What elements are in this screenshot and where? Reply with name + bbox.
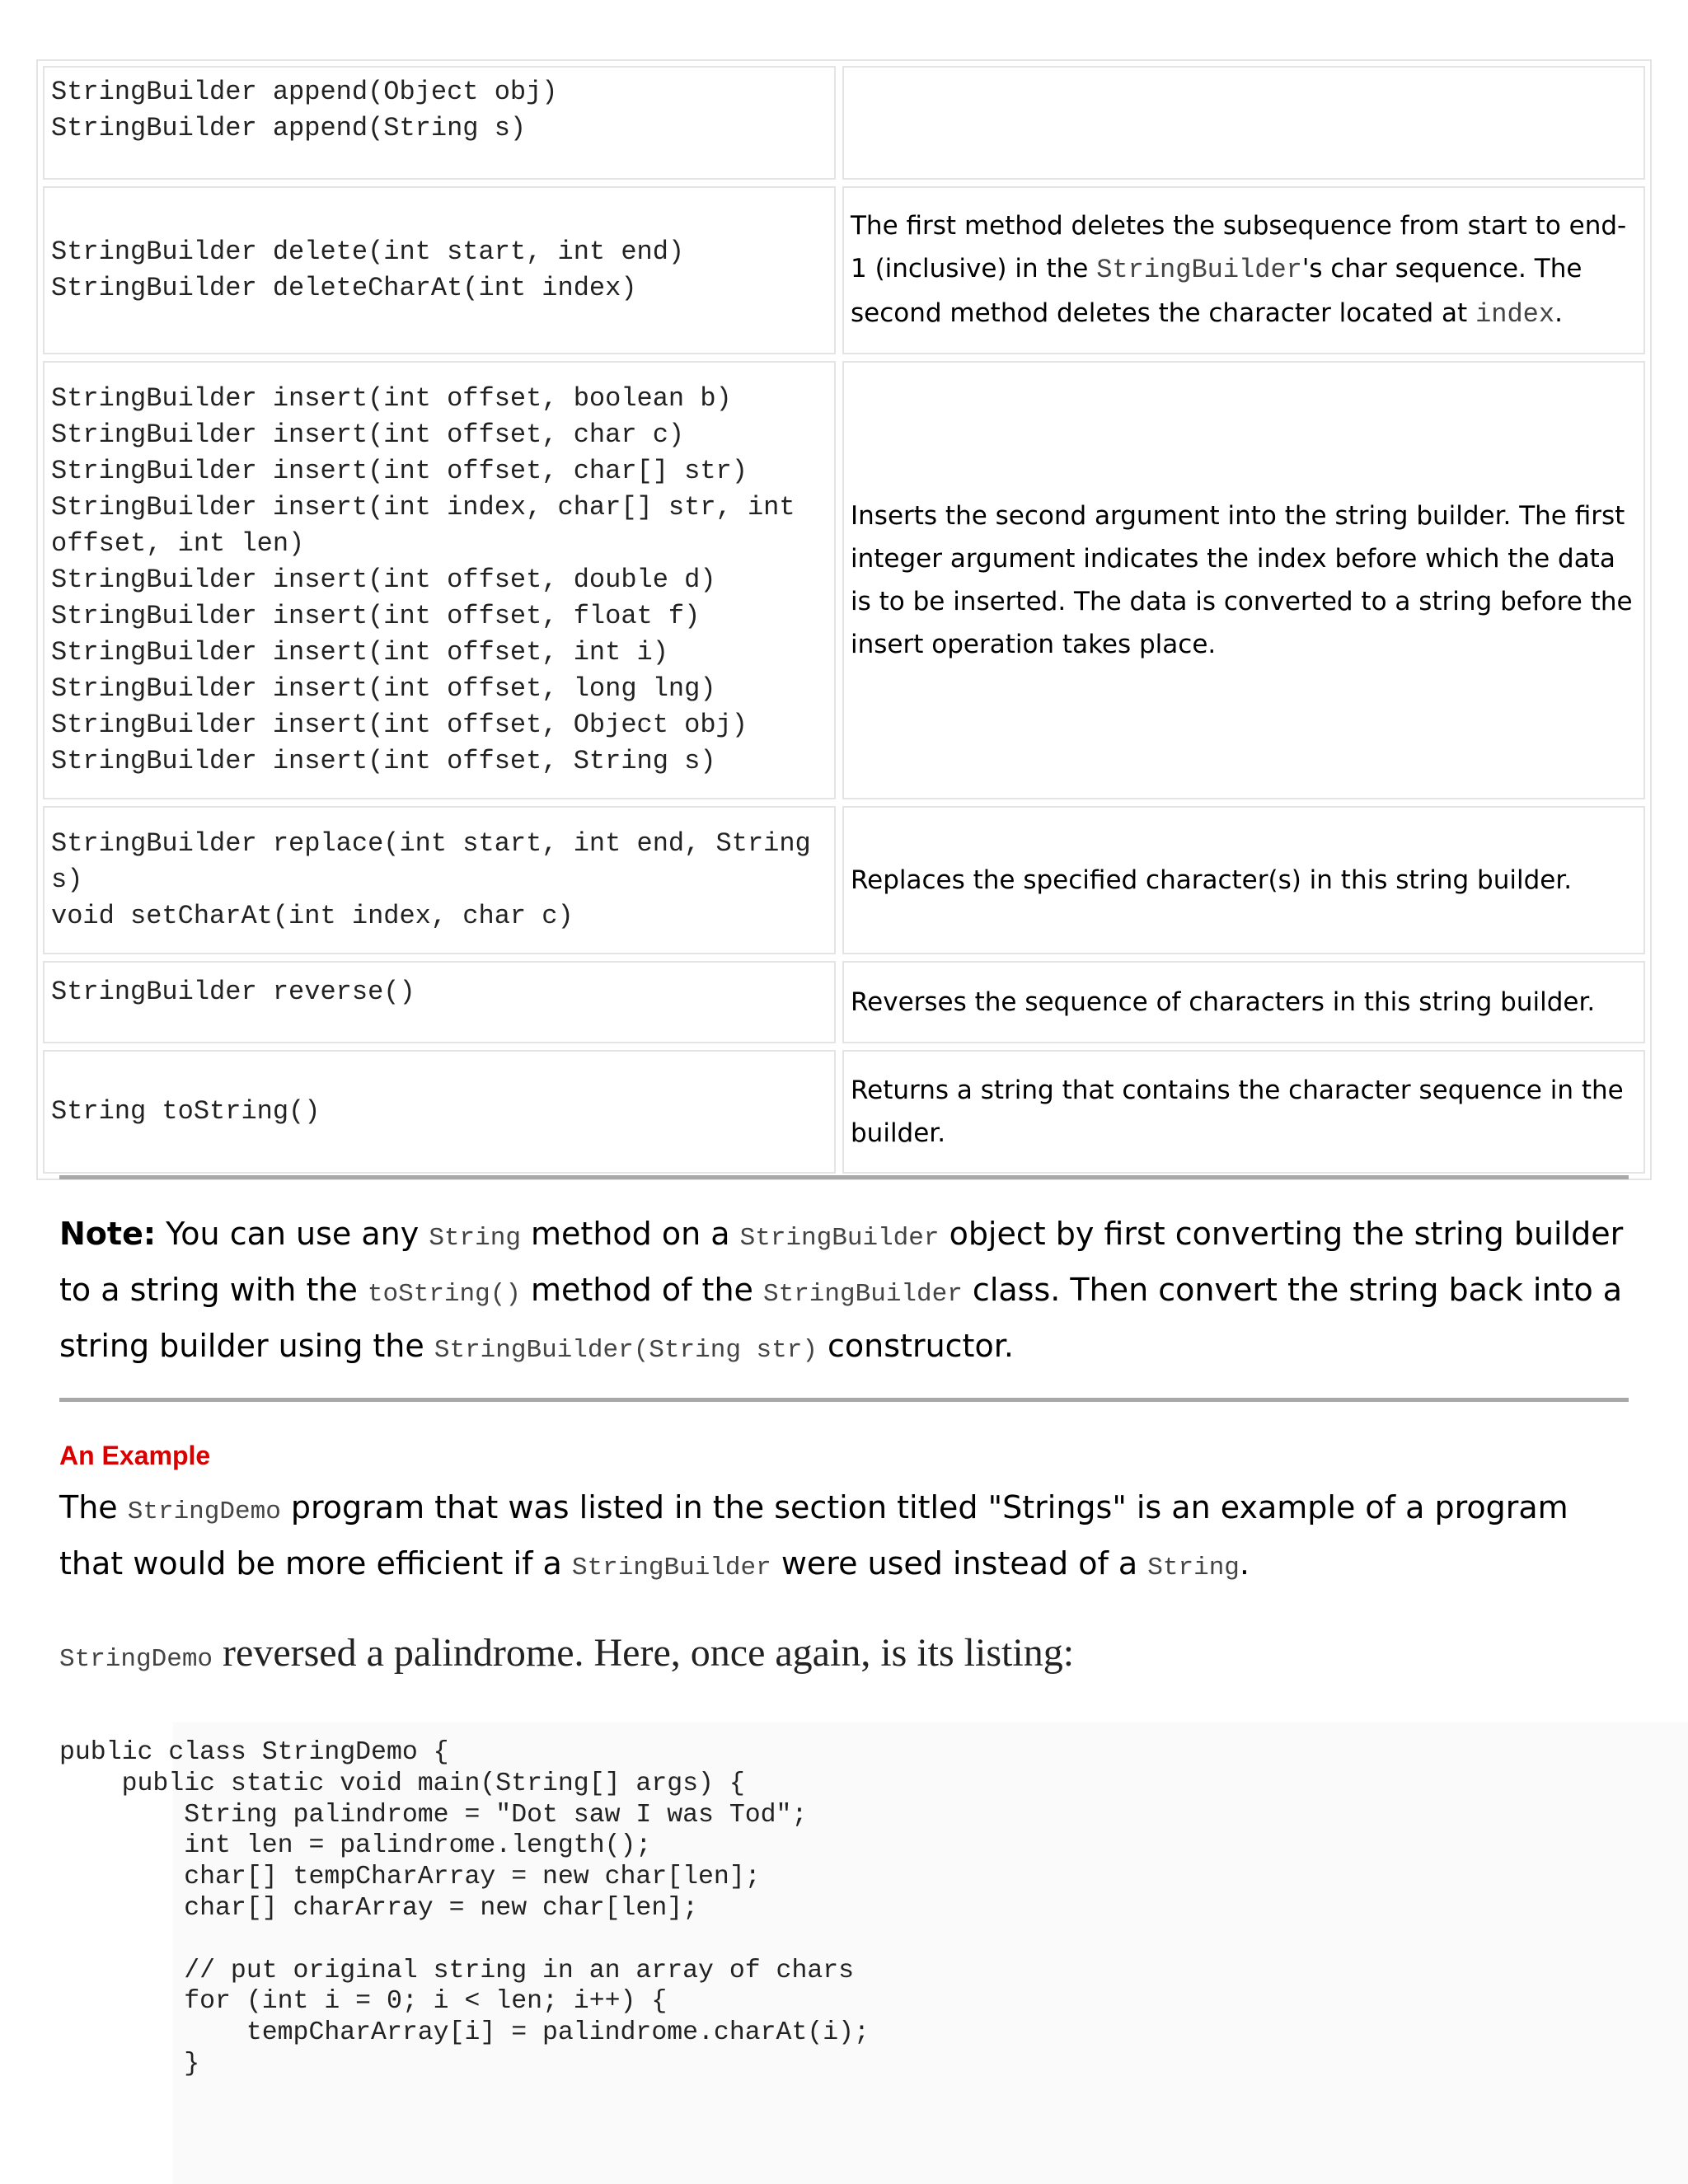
text-run: Inserts the second argument into the string builder. The first integer argument indicates the index before which the data is to be inserted. The data is converted to a string before the insert operation takes place. (851, 501, 1633, 659)
method-description (842, 66, 1645, 180)
table-row (43, 66, 1645, 180)
code-listing: public class StringDemo { public static void main(String[] args) { String palindrome = "Dot saw I was Tod"; int len = palindrome.length(); char[] tempCharArray = new char[len]; char[] charArray = new char[len]; // put original string in an array of chars for (int i = 0; i < len; i++) { tempCharArray[i] = palindrome.charAt(i); } (59, 1738, 870, 2079)
inline-code: StringBuilder(String str) (434, 1336, 818, 1365)
text-run: 's char sequence. The second method deletes the character located at (851, 254, 1582, 328)
method-signatures: StringBuilder replace(int start, int end, String s) void setCharAt(int index, char c) (43, 806, 836, 954)
inline-code: String (1147, 1554, 1240, 1582)
note-text (59, 1216, 1623, 1364)
inline-code: StringDemo (59, 1645, 213, 1674)
example-intro (59, 1482, 1634, 1594)
note-paragraph (59, 1208, 1634, 1376)
note-label: Note: (59, 1216, 157, 1252)
method-description (842, 186, 1645, 354)
text-run: The (59, 1489, 128, 1526)
table-row (43, 1050, 1645, 1174)
inline-code: StringBuilder (739, 1224, 940, 1253)
table-row (43, 361, 1645, 799)
text-run: The first method deletes the subsequence from start to end-1 (inclusive) in the (851, 211, 1627, 284)
inline-code: StringBuilder (1096, 255, 1302, 285)
text-run: program that was listed in the section titled "Strings" is an example of a program that would be more efficient if a (59, 1489, 1568, 1582)
text-run: Returns a string that contains the character sequence in the builder. (851, 1076, 1624, 1148)
inline-code: StringDemo (127, 1497, 281, 1526)
text-run: constructor. (817, 1328, 1014, 1364)
text-run: . (1554, 298, 1563, 328)
method-description (842, 361, 1645, 799)
inline-code: toString() (367, 1280, 521, 1309)
listing-intro (59, 1627, 1634, 1686)
section-heading: An Example (59, 1441, 211, 1470)
text-run: method on a (520, 1216, 740, 1252)
text-run: object by first converting the string builder to a string with the (59, 1216, 1624, 1308)
text-run: Reverses the sequence of characters in this string builder. (851, 987, 1596, 1017)
text-run: Replaces the specified character(s) in this string builder. (851, 865, 1573, 895)
inline-code: index (1475, 299, 1555, 330)
divider (59, 1398, 1629, 1402)
inline-code: String (429, 1224, 521, 1253)
table-row (43, 186, 1645, 354)
method-description (842, 806, 1645, 954)
method-signatures: StringBuilder reverse() (43, 961, 836, 1043)
inline-code: StringBuilder (763, 1280, 963, 1309)
text-run: reversed a palindrome. Here, once again, is its listing: (213, 1631, 1075, 1675)
text-run: class. Then convert the string back into a string builder using the (59, 1272, 1623, 1364)
method-signatures: StringBuilder append(Object obj) StringBuilder append(String s) (43, 66, 836, 180)
method-signatures: String toString() (43, 1050, 836, 1174)
text-run: method of the (520, 1272, 763, 1308)
method-signatures: StringBuilder insert(int offset, boolean b) StringBuilder insert(int offset, char c) StringBuilder insert(int offset, char[] str) StringBuilder insert(int index, char[] str, int offset, int len) StringBuilder insert(int offset, double d) StringBuilder insert(int offset, float f) StringBuilder insert(int offset, int i) StringBuilder insert(int offset, long lng) StringBuilder insert(int offset, Object obj) StringBuilder insert(int offset, String s) (43, 361, 836, 799)
methods-table (36, 59, 1652, 1180)
divider (59, 1175, 1629, 1179)
method-description (842, 1050, 1645, 1174)
method-signatures: StringBuilder delete(int start, int end) StringBuilder deleteCharAt(int index) (43, 186, 836, 354)
text-run: were used instead of a (771, 1545, 1148, 1582)
method-description (842, 961, 1645, 1043)
inline-code: StringBuilder (571, 1554, 771, 1582)
methods-table-grid (36, 59, 1652, 1180)
text-run: You can use any (156, 1216, 429, 1252)
table-row (43, 961, 1645, 1043)
text-run: . (1239, 1545, 1250, 1582)
table-row (43, 806, 1645, 954)
